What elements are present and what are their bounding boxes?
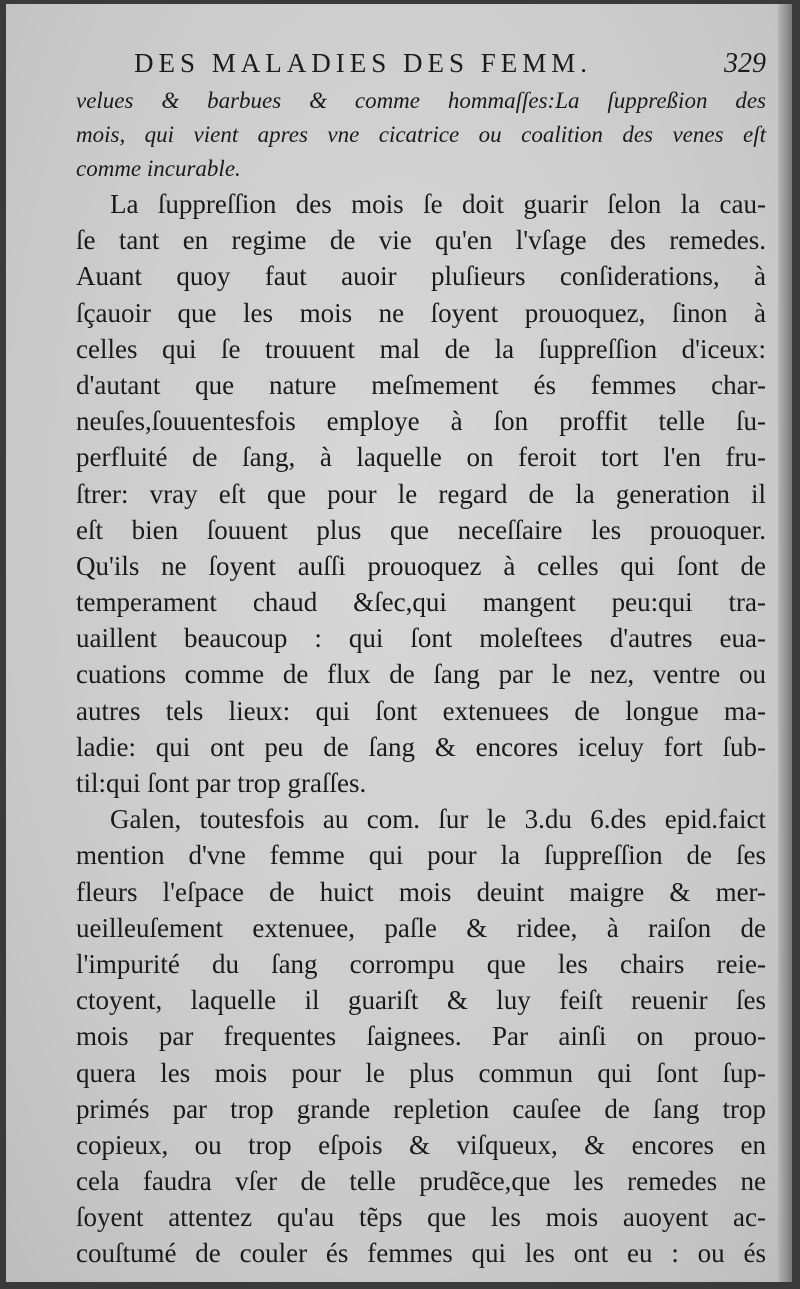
text-line: velues & barbues & comme hommaſſes:La ſuppreßion des	[76, 88, 766, 113]
text-line: ſoyent attentez qu'au tẽps que les mois auoyent ac-	[76, 1202, 766, 1233]
text-line: Galen, toutesfois au com. ſur le 3.du 6.des epid.faict	[110, 804, 766, 835]
text-line: ſtrer: vray eſt que pour le regard de la generation il	[76, 478, 766, 509]
text-line: neuſes,ſouuentesfois employe à ſon proffit telle ſu-	[76, 406, 766, 437]
text-line: cuations comme de flux de ſang par le nez, ventre ou	[76, 659, 766, 690]
running-head: DES MALADIES DES FEMM.	[134, 48, 593, 78]
text-body	[76, 84, 766, 1272]
text-line: primés par trop grande repletion cauſee de ſang trop	[76, 1093, 766, 1124]
text-line: cela faudra vſer de telle prudẽce,que les remedes ne	[76, 1166, 766, 1197]
text-line: Qu'ils ne ſoyent auſſi prouoquez à celles qui ſont de	[76, 550, 766, 581]
text-line: ctoyent, laquelle il guariſt & luy feiſt reuenir ſes	[76, 985, 766, 1016]
text-line: autres tels lieux: qui ſont extenuees de longue ma-	[76, 695, 766, 726]
text-line: La ſuppreſſion des mois ſe doit guarir ſelon la cau-	[110, 189, 766, 219]
text-line: ſe tant en regime de vie qu'en l'vſage des remedes.	[76, 225, 766, 256]
text-line: perfluité de ſang, à laquelle on feroit tort l'en fru-	[76, 442, 766, 473]
text-line: uaillent beaucoup : qui ſont moleſtees d'autres eua-	[76, 623, 766, 654]
text-line: couſtumé de couler és femmes qui les ont eu : ou és	[76, 1238, 766, 1269]
text-line: eſt bien ſouuent plus que neceſſaire les prouoquer.	[76, 514, 766, 545]
text-line: mois par frequentes ſaignees. Par ainſi on prouo-	[76, 1021, 766, 1052]
text-line: quera les mois pour le plus commun qui ſont ſup-	[76, 1057, 766, 1088]
text-line: fleurs l'eſpace de huict mois deuint maigre & mer-	[76, 876, 766, 907]
text-line: mention d'vne femme qui pour la ſuppreſſion de ſes	[76, 840, 766, 871]
text-line: til:qui ſont par trop graſſes.	[76, 768, 367, 798]
text-line: ueilleuſement extenuee, paſle & ridee, à raiſon de	[76, 912, 766, 943]
text-line: celles qui ſe trouuent mal de la ſuppreſſion d'iceux:	[76, 333, 766, 364]
text-line: l'impurité du ſang corrompu que les chairs reie-	[76, 948, 766, 979]
page-header	[76, 48, 766, 88]
page-spine-shadow	[778, 4, 792, 1282]
book-page	[6, 4, 792, 1282]
text-line: copieux, ou trop eſpois & viſqueux, & encores en	[76, 1129, 766, 1160]
text-line: temperament chaud &ſec,qui mangent peu:qui tra-	[76, 587, 766, 618]
text-line: d'autant que nature meſmement és femmes char-	[76, 369, 766, 400]
text-line: mois, qui vient apres vne cicatrice ou coalition des venes eſt	[76, 122, 766, 147]
text-line: ladie: qui ont peu de ſang & encores iceluy fort ſub-	[76, 731, 766, 762]
text-line: Auant quoy faut auoir pluſieurs conſiderations, à	[76, 261, 766, 292]
text-line: comme incurable.	[76, 156, 241, 181]
page-number: 329	[724, 48, 766, 79]
text-line: ſçauoir que les mois ne ſoyent prouoquez, ſinon à	[76, 297, 766, 328]
